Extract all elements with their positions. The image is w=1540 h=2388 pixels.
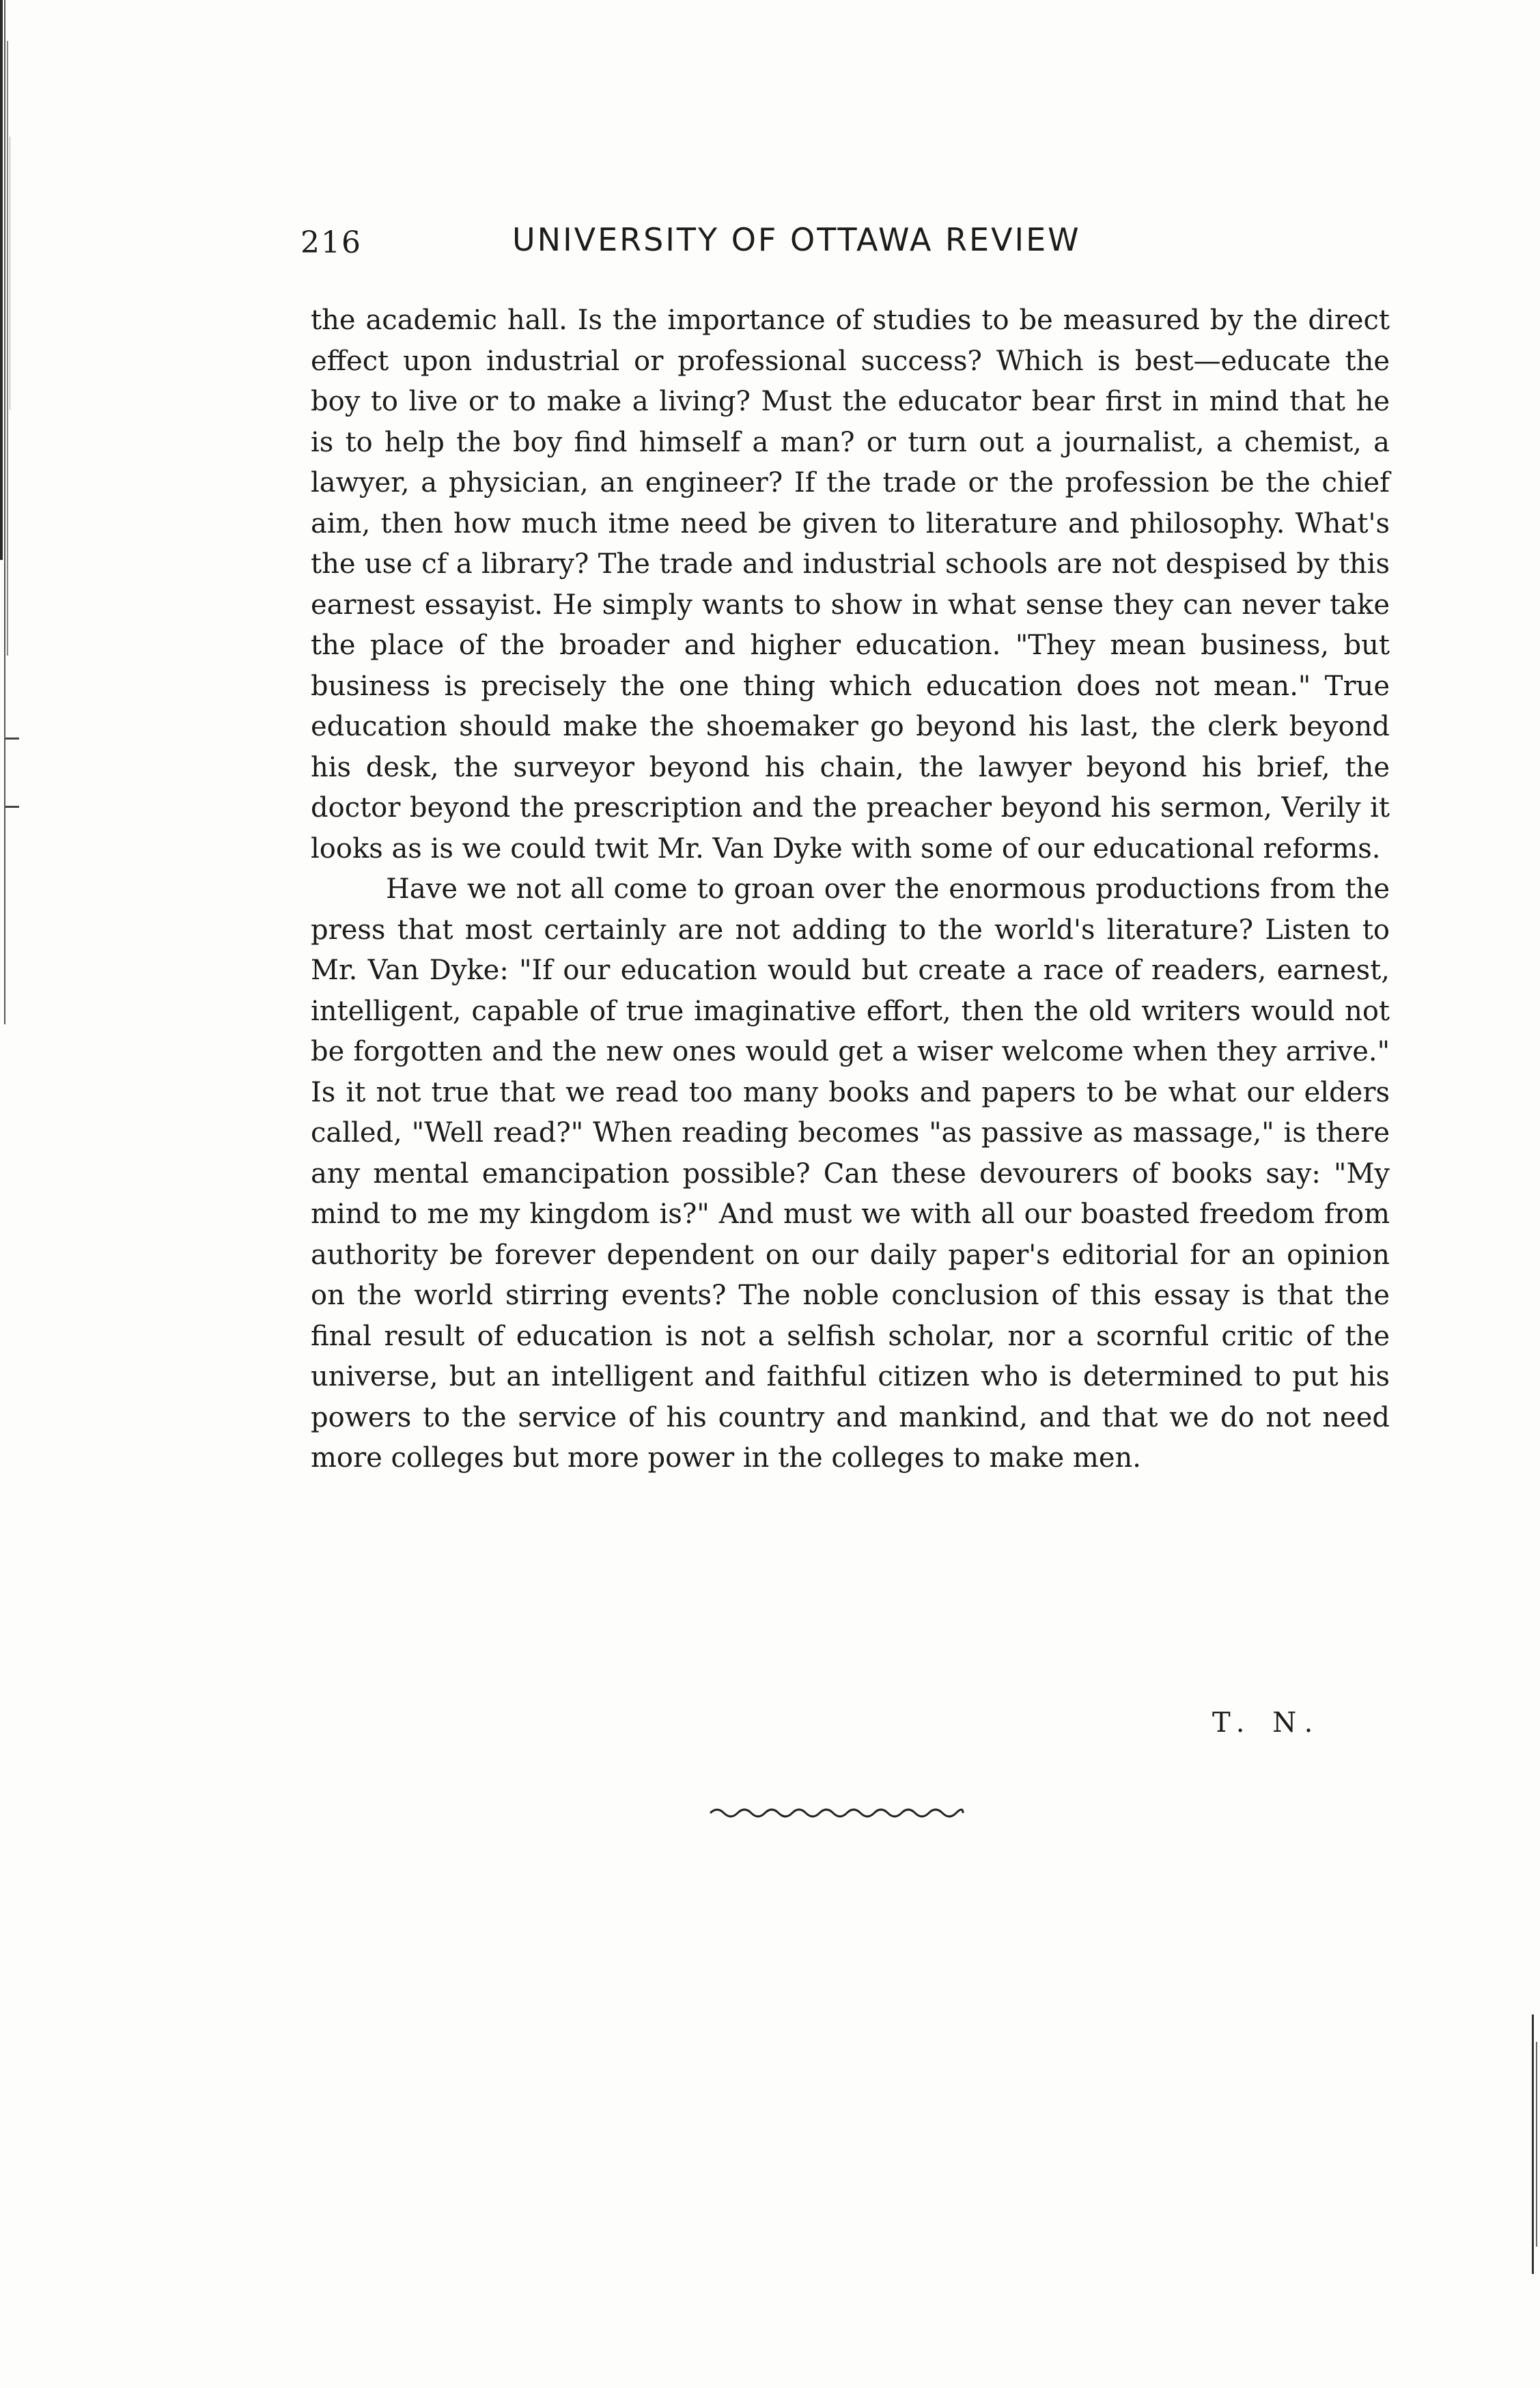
paragraph-1: the academic hall. Is the importance of studies to be measured by the direct effect upon industrial or professional success? Which is best—educate the boy to live or to make a living? Must the educator bear first in mind that he is to help the boy find himself a man? or turn out a journalist, a chemist, a lawyer, a physician, an engineer? If the trade or the profession be the chief aim, then how much itme need be given to literature and philosophy. What's the use cf a library? The trade and industrial schools are not despised by this earnest essayist. He simply wants to show in what sense they can never take the place of the broader and higher education. "They mean business, but business is precisely the one thing which education does not mean." True education should make the shoemaker go beyond his last, the clerk beyond his desk, the surveyor beyond his chain, the lawyer beyond his brief, the doctor beyond the prescription and the preacher beyond his sermon, Verily it looks as is we could twit Mr. Van Dyke with some of our educational reforms. <box>311 305 1390 865</box>
running-title: UNIVERSITY OF OTTAWA REVIEW <box>512 221 1081 258</box>
scan-edge-marks <box>0 0 27 1065</box>
author-signature: T. N. <box>1212 1707 1323 1739</box>
section-end-ornament <box>707 1803 966 1823</box>
wavy-rule-icon <box>707 1803 966 1823</box>
page-header <box>300 221 1188 280</box>
article-body <box>311 300 1390 1479</box>
scan-edge-left <box>0 0 27 1065</box>
scan-edge-right <box>1520 2014 1540 2274</box>
paragraph-2: Have we not all come to groan over the enormous productions from the press that most certainly are not adding to the world's literature? Listen to Mr. Van Dyke: "If our education would but create a race of readers, earnest, intelligent, capable of true imaginative effort, then the old writers would not be forgotten and the new ones would get a wiser welcome when they arrive." Is it not true that we read too many books and papers to be what our elders called, "Well read?" When reading becomes "as passive as massage," is there any mental emancipation possible? Can these devourers of books say: "My mind to me my kingdom is?" And must we with all our boasted freedom from authority be forever dependent on our daily paper's editorial for an opinion on the world stirring events? The noble conclusion of this essay is that the final result of education is not a selfish scholar, nor a scornful critic of the universe, but an intelligent and faithful citizen who is determined to put his powers to the service of his country and mankind, and that we do not need more colleges but more power in the colleges to make men. <box>311 873 1390 1474</box>
page-number: 216 <box>300 225 362 260</box>
scan-edge-marks-right <box>1520 2014 1540 2274</box>
